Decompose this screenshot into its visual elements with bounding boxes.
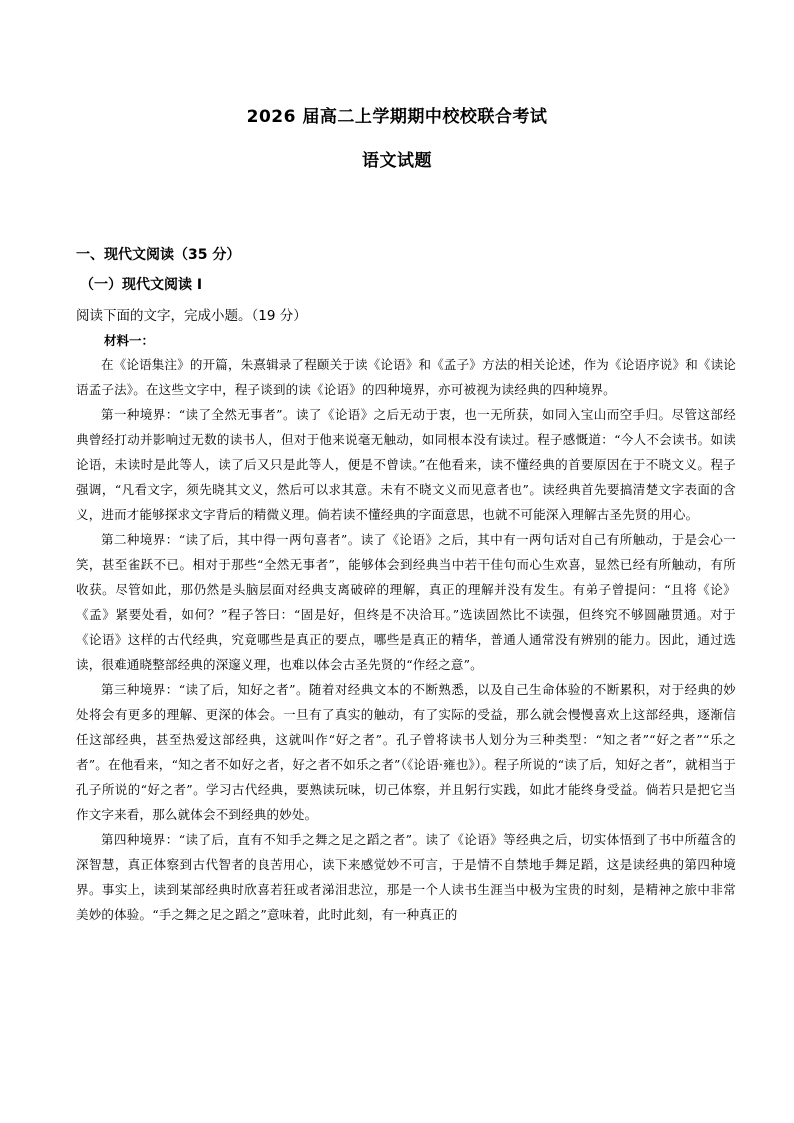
paragraph: 第四种境界：“读了后，直有不知手之舞之足之蹈之者”。读了《论语》等经典之后，切实体悟到了书中所蕴含的深智慧，真正体察到古代智者的良苦用心，读下来感觉妙不可言，于是情不自禁地手舞足蹈，这是读经典的第四种境界。事实上，读到某部经典时欣喜若狂或者涕泪悲泣，那是一个人读书生涯当中极为宝贵的时刻，是精神之旅中非常美妙的体验。“手之舞之足之蹈之”意味着，此时此刻，有一种真正的 — [76, 832, 736, 922]
section-heading-part1-sub: （一）现代文阅读 I — [80, 277, 203, 293]
material-label: 材料一： — [104, 333, 155, 348]
exam-subtitle: 语文试题 — [362, 151, 432, 171]
paragraph: 第一种境界：“读了全然无事者”。读了《论语》之后无动于衷，也一无所获，如同入宝山而空手归。尽管这部经典曾经打动并影响过无数的读书人，但对于他来说毫无触动，如同根本没有读过。程子感慨道：“今人不会读书。如读论语，未读时是此等人，读了后又只是此等人，便是不曾读。”在他看来，读不懂经典的首要原因在于不晓文义。程子强调，“凡看文字，须先晓其文义，然后可以求其意。未有不晓文义而见意者也”。读经典首先要搞清楚文字表面的含义，进而才能够探求文字背后的精微义理。倘若读不懂经典的字面意思，也就不可能深入理解古圣先贤的用心。 — [76, 407, 736, 522]
paragraph: 在《论语集注》的开篇，朱熹辑录了程颐关于读《论语》和《孟子》方法的相关论述，作为《论语序说》和《读论语孟子法》。在这些文字中，程子谈到的读《论语》的四种境界，亦可被视为读经典的四种境界。 — [76, 357, 737, 397]
exam-title: 2026 届高二上学期期中校校联合考试 — [246, 107, 548, 127]
paragraph: 第二种境界：“读了后，其中得一两句喜者”。读了《论语》之后，其中有一两句话对自己有所触动，于是会心一笑，甚至雀跃不已。相对于那些“全然无事者”，能够体会到经典当中若干佳句而心生欢喜，显然已经有所触动，有所收获。尽管如此，那仍然是头脑层面对经典支离破碎的理解，真正的理解并没有发生。有弟子曾提问：“且将《论》《孟》紧要处看，如何？”程子答曰：“固是好，但终是不决洽耳。”选读固然比不读强，但终究不够圆融贯通。对于《论语》这样的古代经典，究竟哪些是真正的要点，哪些是真正的精华，普通人通常没有辨别的能力。因此，通过选读，很难通晓整部经典的深邃义理，也难以体会古圣先贤的“作经之意”。 — [76, 532, 736, 672]
instruction-text: 阅读下面的文字，完成小题。（19 分） — [76, 308, 307, 324]
section-heading-part1: 一、现代文阅读（35 分） — [76, 247, 241, 263]
material-body — [76, 352, 736, 927]
paragraph: 第三种境界：“读了后，知好之者”。随着对经典文本的不断熟悉，以及自己生命体验的不断累积，对于经典的妙处将会有更多的理解、更深的体会。一旦有了真实的触动，有了实际的受益，那么就会慢慢喜欢上这部经典，逐渐信任这部经典，甚至热爱这部经典，这就叫作“好之者”。孔子曾将读书人划分为三种类型：“知之者”“好之者”“乐之者”。在他看来，“知之者不如好之者，好之者不如乐之者”（《论语·雍也》）。程子所说的“读了后，知好之者”，就相当于孔子所说的“好之者”。学习古代经典，要熟读玩味，切己体察，并且躬行实践，如此才能终身受益。倘若只是把它当作文字来看，那么就体会不到经典的妙处。 — [76, 682, 736, 822]
